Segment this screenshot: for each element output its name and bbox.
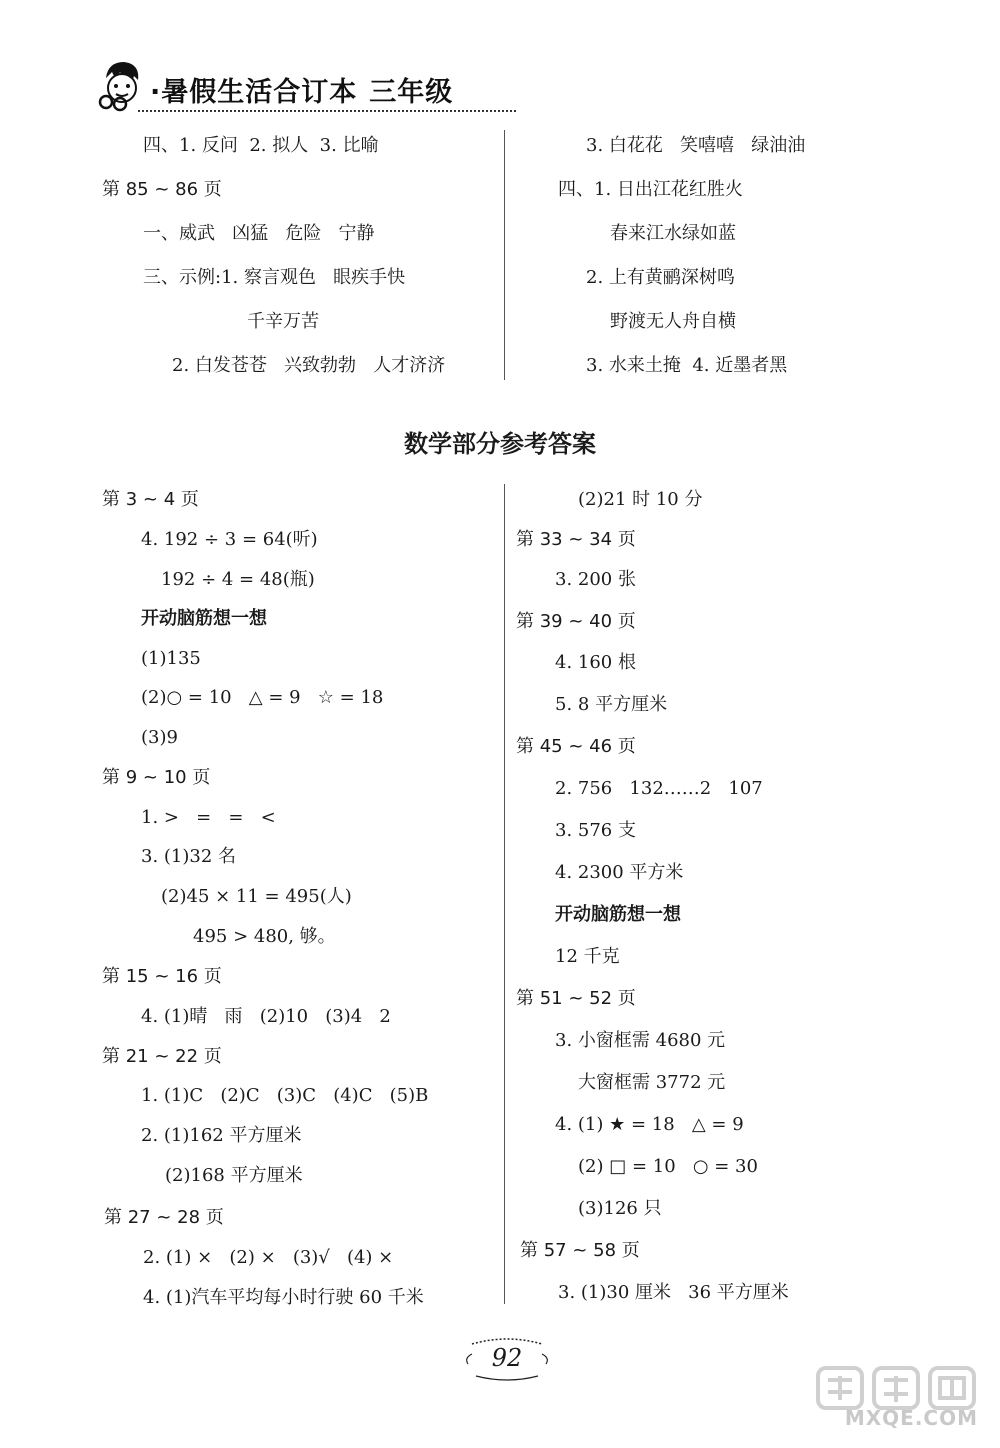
math-left-page-heading: 第 3 ~ 4 页: [102, 489, 199, 510]
cn-right-line-5: 野渡无人舟自横: [610, 311, 736, 332]
grade-label: 三年级: [369, 77, 454, 108]
cn-right-line-1: 3. 白花花 笑嘻嘻 绿油油: [586, 135, 806, 156]
site-watermark: [812, 1362, 982, 1434]
cn-right-line-3: 春来江水绿如蓝: [610, 223, 736, 244]
cn-left-line-3: 一、威武 凶猛 危险 宁静: [143, 223, 375, 244]
math-right-line: 12 千克: [555, 946, 620, 967]
math-right-line: 3. 小窗框需 4680 元: [555, 1030, 726, 1051]
page-number: 92: [491, 1344, 523, 1372]
watermark-logo-icon: [812, 1362, 982, 1412]
math-left-line: 2. (1)162 平方厘米: [141, 1125, 302, 1146]
cn-left-line-6: 2. 白发苍苍 兴致勃勃 人才济济: [172, 355, 446, 376]
math-right-page-heading: 第 51 ~ 52 页: [516, 988, 636, 1009]
math-right-line: 3. 200 张: [555, 569, 636, 590]
book-series: ·暑假生活合订本: [150, 77, 358, 108]
math-left-line: 1. (1)C (2)C (3)C (4)C (5)B: [141, 1085, 429, 1106]
math-right-line: (3)126 只: [578, 1198, 662, 1219]
math-section-title: 数学部分参考答案: [404, 430, 596, 458]
math-left-line: 495 > 480, 够。: [193, 926, 336, 947]
math-right-line: 大窗框需 3772 元: [578, 1072, 726, 1093]
cn-left-page-heading: 第 85 ~ 86 页: [102, 179, 222, 200]
math-left-line: 4. 192 ÷ 3 = 64(听): [141, 529, 318, 550]
math-right-line: 3. (1)30 厘米 36 平方厘米: [558, 1282, 789, 1303]
header-divider: [138, 110, 516, 112]
math-left-line: 4. (1)汽车平均每小时行驶 60 千米: [143, 1287, 424, 1308]
page-footer: [462, 1336, 552, 1382]
cn-right-line-4: 2. 上有黄鹂深树鸣: [586, 267, 735, 288]
math-left-line: 4. (1)晴 雨 (2)10 (3)4 2: [141, 1006, 391, 1027]
mascot-icon: [98, 58, 144, 112]
column-divider-top: [504, 130, 505, 380]
math-right-line: 4. (1) ★ = 18 △ = 9: [555, 1114, 744, 1135]
math-left-line: 2. (1) × (2) × (3)√ (4) ×: [143, 1247, 394, 1268]
math-left-line: (2)45 × 11 = 495(人): [161, 886, 352, 907]
math-right-page-heading: 第 39 ~ 40 页: [516, 611, 636, 632]
math-right-brainteaser-heading: 开动脑筋想一想: [555, 904, 681, 925]
cn-right-line-6: 3. 水来土掩 4. 近墨者黑: [586, 355, 788, 376]
column-divider-bottom: [504, 484, 505, 1304]
math-left-line: (1)135: [141, 648, 201, 669]
math-left-line: 192 ÷ 4 = 48(瓶): [161, 569, 315, 590]
math-right-line: 3. 576 支: [555, 820, 636, 841]
math-right-line: 5. 8 平方厘米: [555, 694, 668, 715]
math-right-line: 4. 2300 平方米: [555, 862, 684, 883]
math-left-line: (3)9: [141, 727, 178, 748]
math-right-line: 4. 160 根: [555, 652, 636, 673]
math-left-page-heading: 第 9 ~ 10 页: [102, 767, 211, 788]
page-header: [98, 58, 518, 138]
math-right-page-heading: 第 33 ~ 34 页: [516, 529, 636, 550]
math-right-line: 2. 756 132……2 107: [555, 778, 763, 799]
math-left-line: (2)○ = 10 △ = 9 ☆ = 18: [141, 687, 384, 708]
math-left-line: 1. > = = <: [141, 807, 276, 828]
math-left-page-heading: 第 15 ~ 16 页: [102, 966, 222, 987]
cn-left-line-5: 千辛万苦: [247, 311, 319, 332]
cn-right-line-2: 四、1. 日出江花红胜火: [558, 179, 743, 200]
math-left-line: (2)168 平方厘米: [165, 1165, 303, 1186]
book-title: [150, 70, 453, 109]
math-right-line: (2) □ = 10 ○ = 30: [578, 1156, 758, 1177]
watermark-text: MXQE.COM: [844, 1406, 978, 1430]
math-left-line: 3. (1)32 名: [141, 846, 237, 867]
math-right-page-heading: 第 57 ~ 58 页: [520, 1240, 640, 1261]
math-left-page-heading: 第 27 ~ 28 页: [104, 1207, 224, 1228]
cn-left-line-4: 三、示例:1. 察言观色 眼疾手快: [143, 267, 406, 288]
math-left-page-heading: 第 21 ~ 22 页: [102, 1046, 222, 1067]
math-left-brainteaser-heading: 开动脑筋想一想: [141, 608, 267, 629]
math-right-page-heading: 第 45 ~ 46 页: [516, 736, 636, 757]
cn-left-line-1: 四、1. 反问 2. 拟人 3. 比喻: [143, 135, 379, 156]
math-right-line: (2)21 时 10 分: [578, 489, 703, 510]
